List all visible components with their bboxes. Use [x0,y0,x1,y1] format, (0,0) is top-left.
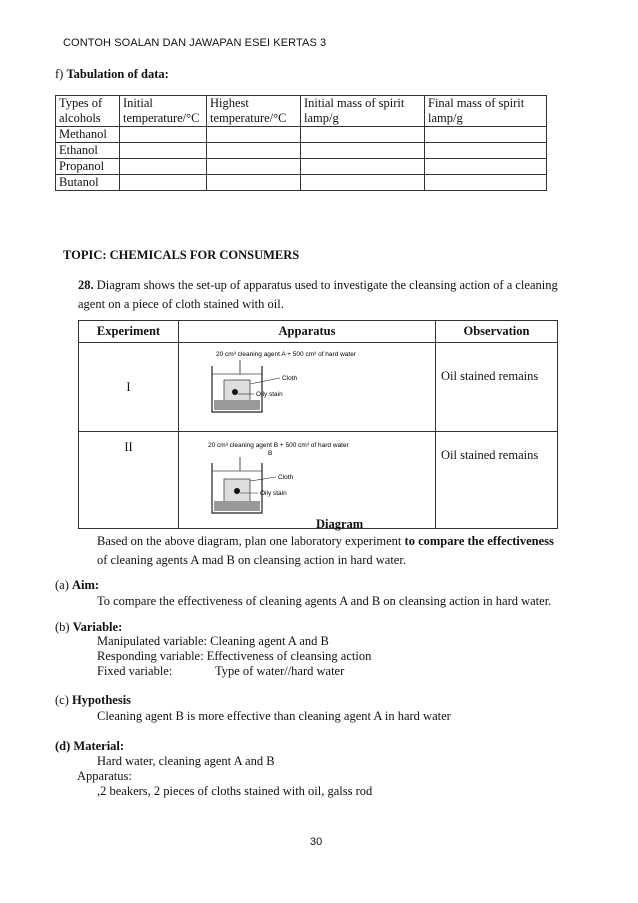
experiment-table [78,320,558,529]
responding-variable: Responding variable: Effectiveness of cleansing action [97,649,372,663]
manipulated-variable: Manipulated variable: Cleaning agent A and B [97,634,329,648]
experiment-id: II [79,432,179,529]
header-experiment: Experiment [79,321,179,343]
alcohol-name: Butanol [56,175,120,191]
material-text: Hard water, cleaning agent A and B [97,754,275,768]
aim-heading: (a) Aim: [55,578,100,592]
table-header-cell: Types of alcohols [56,96,120,127]
cloth-label: Cloth [278,474,294,481]
hypothesis-text: Cleaning agent B is more effective than cleaning agent A in hard water [97,709,451,723]
table-header-cell: Initial mass of spirit lamp/g [301,96,425,127]
apparatus-heading: Apparatus: [77,769,132,783]
table-header-row [56,96,547,127]
tabulation-table [55,95,547,191]
apparatus-label: 20 cm³ cleaning agent B + 500 cm³ of hard water [208,442,349,449]
table-row [79,343,558,432]
aim-text: To compare the effectiveness of cleaning agents A and B on cleansing action in hard water. [97,594,552,608]
alcohol-name: Methanol [56,127,120,143]
beaker-diagram-b [180,433,432,523]
table-header-cell: Highest temperature/°C [207,96,301,127]
table-row [56,175,547,191]
section-f-title: f) Tabulation of data: [55,67,169,81]
diagram-caption: Diagram [316,517,364,531]
apparatus-text: ,2 beakers, 2 pieces of cloths stained with oil, galss rod [97,784,373,798]
table-row [56,127,547,143]
observation: Oil stained remains [436,343,558,432]
material-heading: (d) Material: [55,739,125,753]
hypothesis-heading: (c) Hypothesis [55,693,132,707]
apparatus-label-b: B [268,450,273,457]
oily-stain-label: Oily stain [256,391,283,398]
variable-heading: (b) Variable: [55,620,123,634]
observation: Oil stained remains [436,432,558,529]
apparatus-cell [179,432,436,529]
table-header-cell: Final mass of spirit lamp/g [425,96,547,127]
plan-instruction: Based on the above diagram, plan one laboratory experiment to compare the effectiveness of cleaning agents A mad B on cleansing action in hard water. [97,534,554,567]
apparatus-cell [179,343,436,432]
alcohol-name: Ethanol [56,143,120,159]
header-observation: Observation [436,321,558,343]
alcohol-name: Propanol [56,159,120,175]
page-number: 30 [310,836,323,848]
topic-heading: TOPIC: CHEMICALS FOR CONSUMERS [63,248,300,262]
oily-stain-label: Oily stain [260,490,287,497]
apparatus-label: 20 cm³ cleaning agent A + 500 cm³ of hard water [216,351,357,358]
fixed-variable: Fixed variable: Type of water//hard water [97,664,345,678]
header-apparatus: Apparatus [179,321,436,343]
beaker-diagram-a [180,344,432,426]
cloth-label: Cloth [282,375,298,382]
table-header-row [79,321,558,343]
table-row [79,432,558,529]
question-text: 28. Diagram shows the set-up of apparatus used to investigate the cleansing action of a cleaning agent on a piece of cloth stained with oil. [78,278,558,311]
table-header-cell: Initial temperature/°C [120,96,207,127]
table-row [56,159,547,175]
page-header: CONTOH SOALAN DAN JAWAPAN ESEI KERTAS 3 [63,37,327,49]
table-row [56,143,547,159]
experiment-id: I [79,343,179,432]
